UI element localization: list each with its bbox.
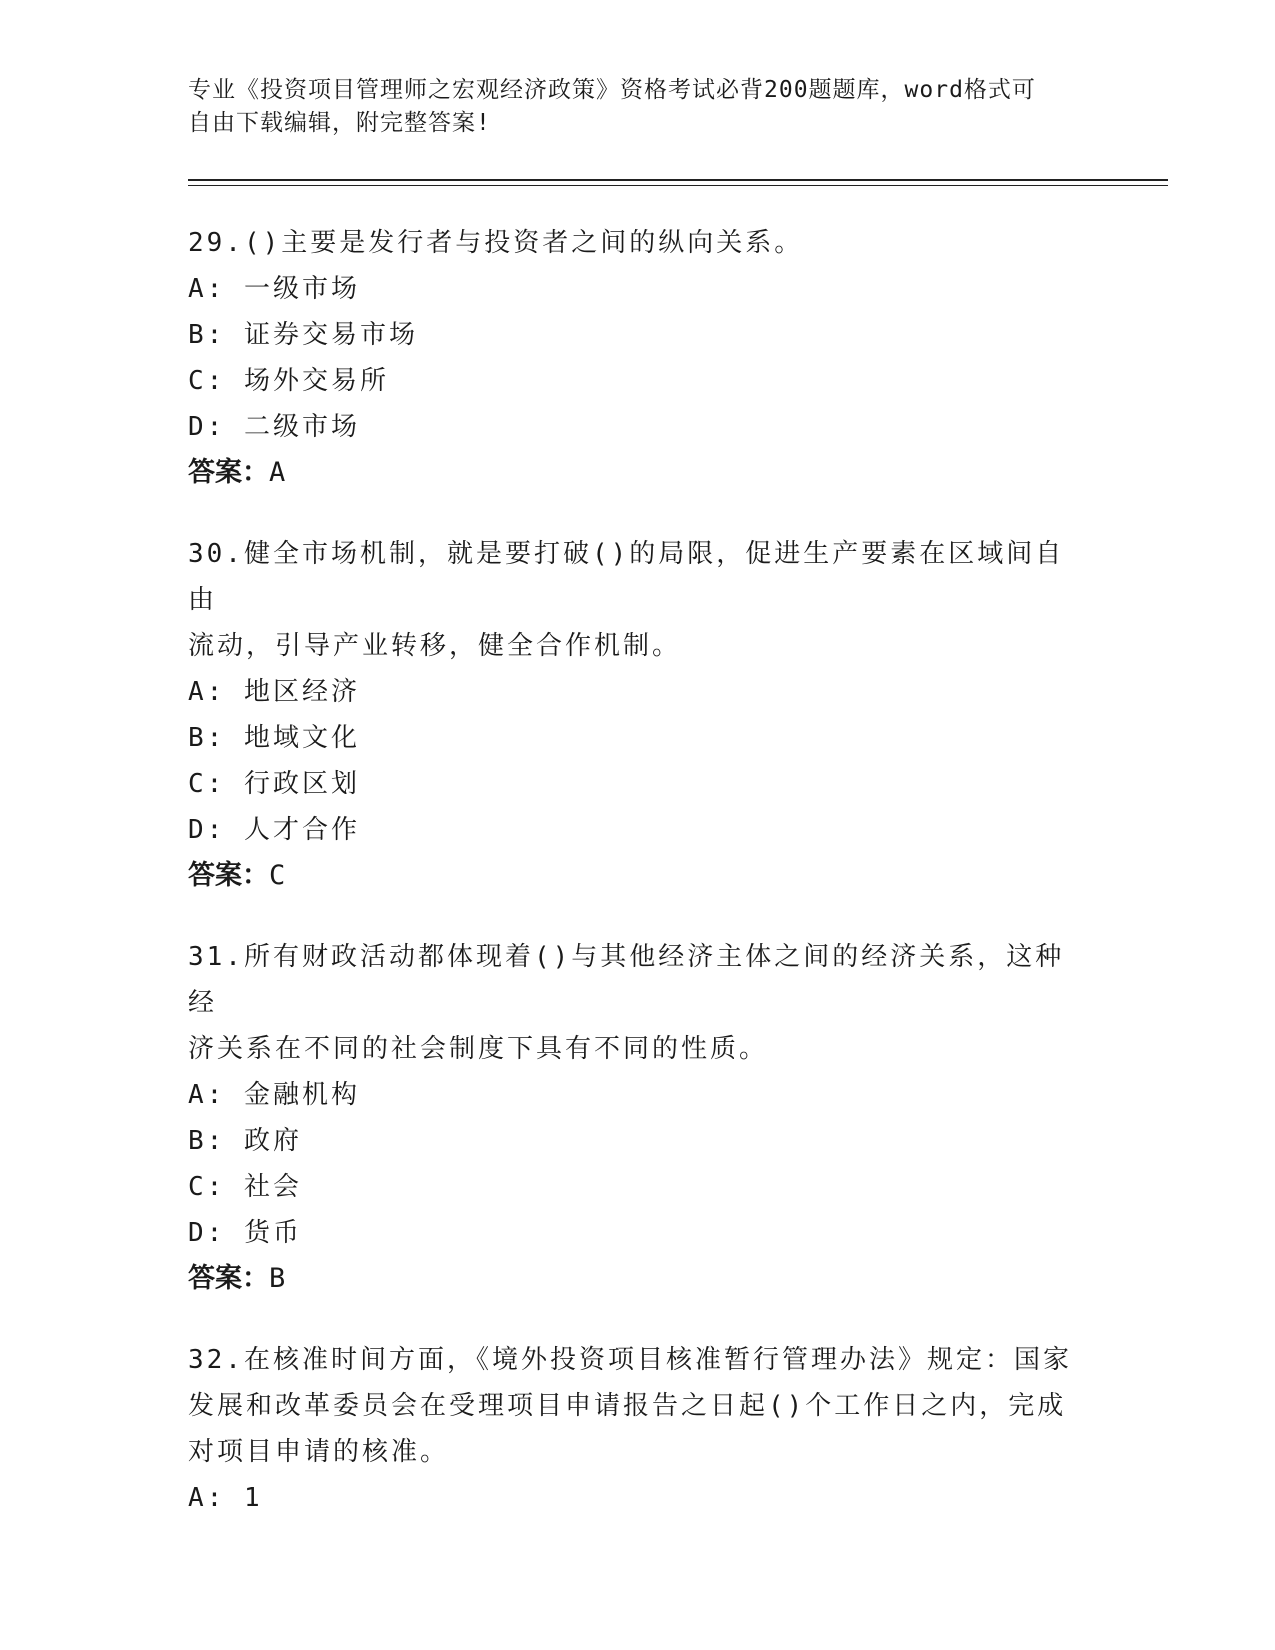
question-list	[188, 220, 1088, 1556]
answer-label: 答案：	[188, 457, 269, 488]
header-line-1: 专业《投资项目管理师之宏观经济政策》资格考试必背200题题库，word格式可	[188, 77, 1036, 103]
answer-value: B	[269, 1263, 286, 1294]
option-b: B: 证券交易市场	[188, 320, 418, 350]
option-b: B: 地域文化	[188, 723, 360, 753]
question-32	[188, 1337, 1088, 1521]
question-stem-line-1: 30.健全市场机制，就是要打破()的局限，促进生产要素在区域间自由	[188, 539, 1065, 615]
option-a: A: 金融机构	[188, 1080, 360, 1110]
option-a: A: 地区经济	[188, 677, 360, 707]
answer-value: A	[269, 457, 286, 488]
question-stem-line-2: 流动，引导产业转移，健全合作机制。	[188, 631, 682, 661]
question-stem: 29.()主要是发行者与投资者之间的纵向关系。	[188, 228, 804, 258]
option-d: D: 二级市场	[188, 412, 360, 442]
answer-line	[188, 1256, 1088, 1302]
header-divider-thin	[188, 185, 1168, 186]
question-29	[188, 220, 1088, 496]
header-line-2: 自由下载编辑，附完整答案!	[188, 110, 491, 136]
option-c: C: 社会	[188, 1172, 302, 1202]
question-stem-line-1: 31.所有财政活动都体现着()与其他经济主体之间的经济关系，这种经	[188, 942, 1065, 1018]
document-header	[188, 74, 1088, 140]
option-c: C: 场外交易所	[188, 366, 389, 396]
header-divider-thick	[188, 179, 1168, 181]
question-31	[188, 934, 1088, 1302]
option-a: A: 一级市场	[188, 274, 360, 304]
option-b: B: 政府	[188, 1126, 302, 1156]
answer-label: 答案：	[188, 860, 269, 891]
question-stem-line-3: 对项目申请的核准。	[188, 1437, 450, 1467]
answer-line	[188, 853, 1088, 899]
question-30	[188, 531, 1088, 899]
answer-label: 答案：	[188, 1263, 269, 1294]
option-d: D: 人才合作	[188, 815, 360, 845]
question-stem-line-1: 32.在核准时间方面，《境外投资项目核准暂行管理办法》规定：国家	[188, 1345, 1072, 1375]
answer-line	[188, 450, 1088, 496]
option-d: D: 货币	[188, 1218, 302, 1248]
question-stem-line-2: 济关系在不同的社会制度下具有不同的性质。	[188, 1034, 769, 1064]
answer-value: C	[269, 860, 286, 891]
option-a: A: 1	[188, 1483, 263, 1513]
option-c: C: 行政区划	[188, 769, 360, 799]
question-stem-line-2: 发展和改革委员会在受理项目申请报告之日起()个工作日之内，完成	[188, 1391, 1067, 1421]
